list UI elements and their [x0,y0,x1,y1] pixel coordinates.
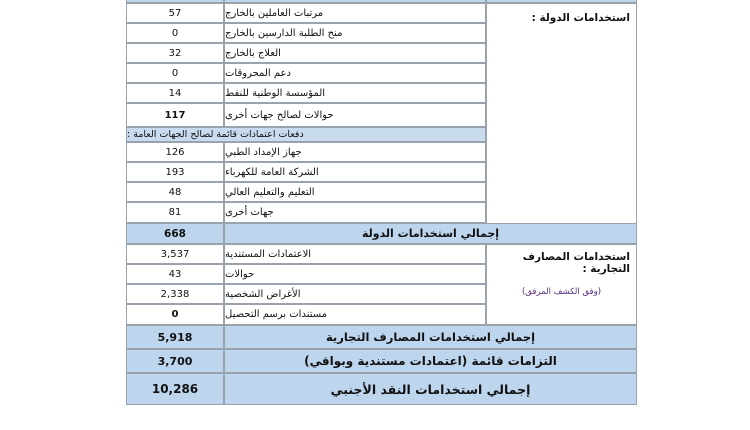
commitments-label: التزامات قائمة (اعتمادات مستندية وبواقي) [224,349,637,373]
row-value: 32 [126,43,224,63]
row-label: مستندات برسم التحصيل [224,304,486,325]
row-label: العلاج بالخارج [224,43,486,63]
table-row [126,264,637,284]
bank-uses-note: (وفق الكشف المرفق) [521,287,602,297]
row-label: الشركة العامة للكهرباء [224,162,486,182]
state-uses-category-label: استخدامات الدولة : [531,12,630,24]
row-label: حوالات لصالح جهات أخرى [224,103,486,127]
row-value: 0 [126,304,224,325]
total-row [126,325,637,349]
table-row [126,182,637,202]
commitments-value: 3,700 [126,349,224,373]
table-row [126,244,637,264]
row-label: جهات أخرى [224,202,486,223]
subheader-label: دفعات اعتمادات قائمة لصالح الجهات العامة : [126,127,486,142]
commitments-row [126,349,637,373]
subheader-row [126,127,637,142]
row-label: حوالات [224,264,486,284]
table-row [126,3,637,23]
row-value: 81 [126,202,224,223]
bank-total-value: 5,918 [126,325,224,349]
grand-total-row [126,373,637,405]
row-label: التعليم والتعليم العالي [224,182,486,202]
state-total-value: 668 [126,223,224,244]
row-value: 193 [126,162,224,182]
row-label: مرتبات العاملين بالخارج [224,3,486,23]
row-label: منح الطلبة الدارسين بالخارج [224,23,486,43]
total-row [126,223,637,244]
row-label: الأغراض الشخصية [224,284,486,304]
state-total-label: إجمالي استخدامات الدولة [224,223,637,244]
table-row [126,202,637,223]
row-value: 43 [126,264,224,284]
row-value: 48 [126,182,224,202]
row-value: 0 [126,23,224,43]
row-value: 3,537 [126,244,224,264]
row-value: 126 [126,142,224,162]
bank-uses-category-label: استخدامات المصارف التجارية : [522,251,630,275]
row-label: الاعتمادات المستندية [224,244,486,264]
table-row [126,162,637,182]
table-row [126,284,637,304]
row-value: 117 [126,103,224,127]
bank-total-label: إجمالي استخدامات المصارف التجارية [224,325,637,349]
row-value: 14 [126,83,224,103]
table-row [126,103,637,127]
grand-total-label: إجمالي استخدامات النقد الأجنبي [224,373,637,405]
grand-total-value: 10,286 [126,373,224,405]
table-row [126,142,637,162]
table-row [126,43,637,63]
table-row [126,304,637,325]
table-row [126,63,637,83]
table-row [126,83,637,103]
row-value: 2,338 [126,284,224,304]
row-label: المؤسسة الوطنية للنفط [224,83,486,103]
row-value: 0 [126,63,224,83]
row-label: دعم المحروقات [224,63,486,83]
row-value: 57 [126,3,224,23]
row-label: جهاز الإمداد الطبي [224,142,486,162]
table-row [126,23,637,43]
